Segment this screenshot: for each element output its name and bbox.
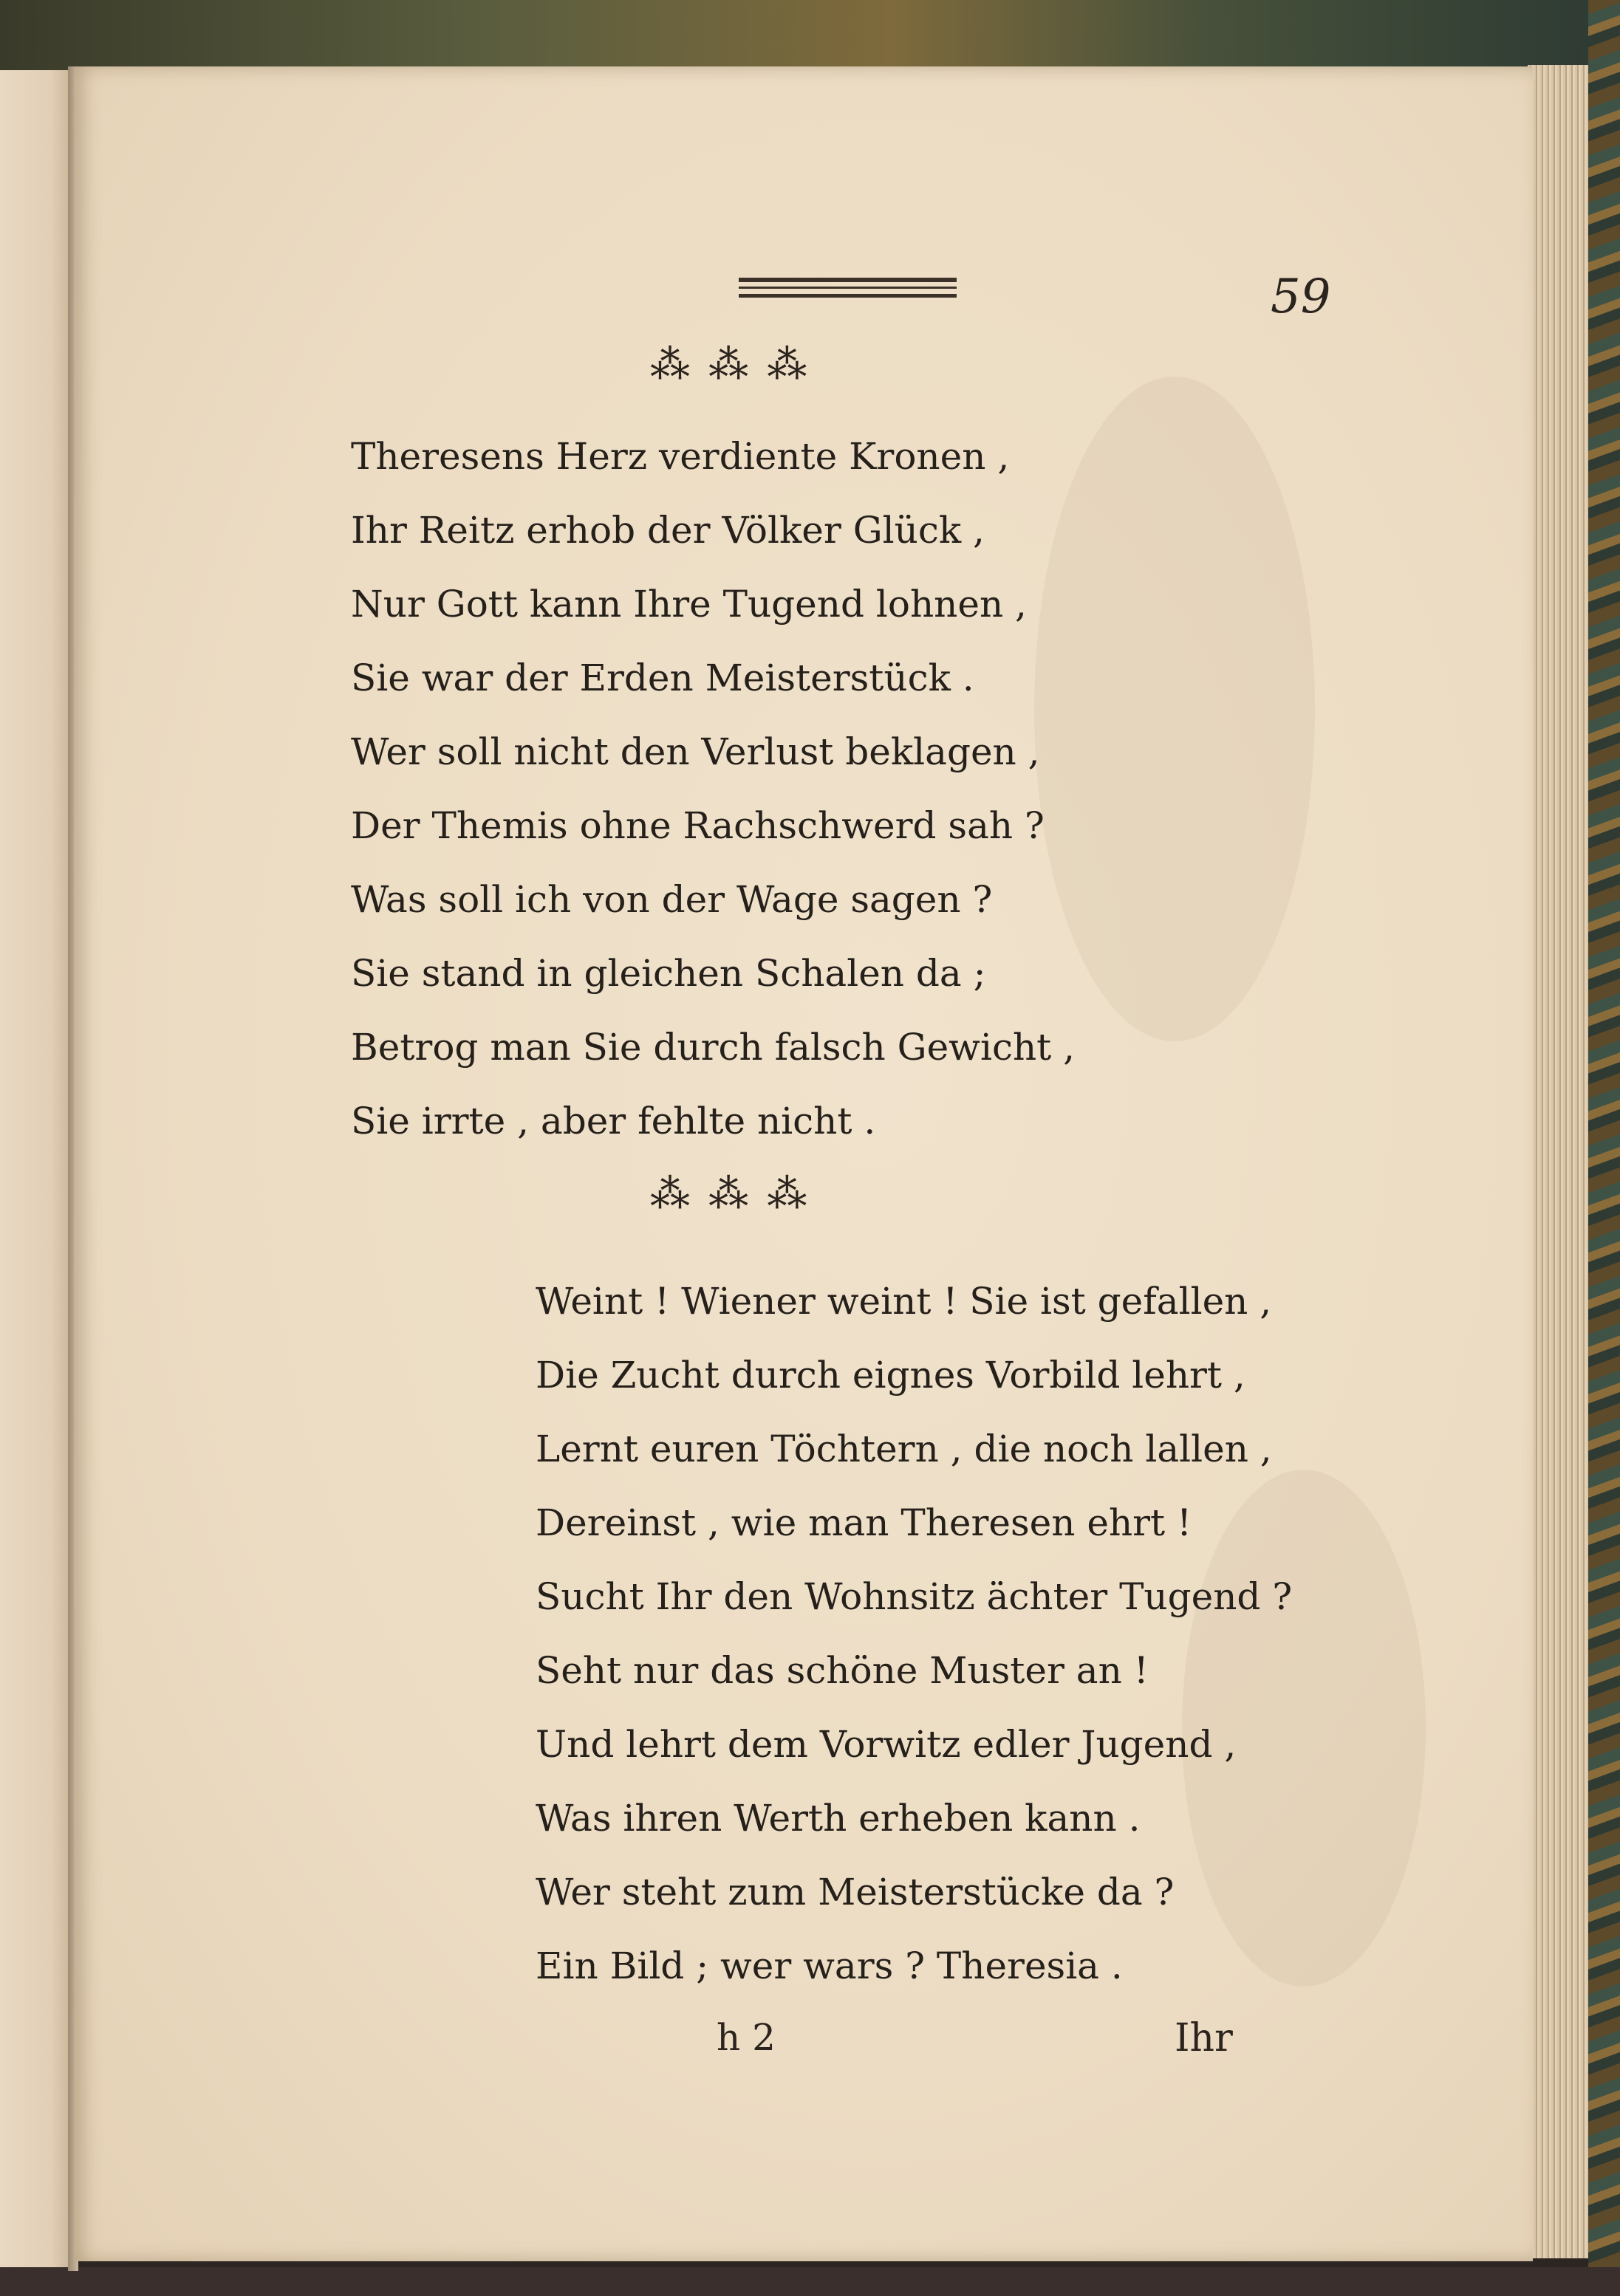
facing-page-edge (0, 70, 72, 2267)
catchword: Ihr (1175, 2016, 1233, 2060)
signature-mark: h 2 (717, 2016, 776, 2059)
page-edges (1528, 65, 1588, 2258)
poem-line: Wer soll nicht den Verlust beklagen , (351, 730, 1040, 773)
book-page (74, 66, 1533, 2261)
poem-line: Der Themis ohne Rachschwerd sah ? (351, 804, 1045, 847)
poem-line: Was soll ich von der Wage sagen ? (351, 878, 993, 921)
asterism-ornament: ⁂ ⁂ ⁂ (650, 1171, 810, 1217)
poem-line: Sie irrte , aber fehlte nicht . (351, 1100, 876, 1142)
poem-line: Ihr Reitz erhob der Völker Glück , (351, 509, 985, 552)
poem-line: Weint ! Wiener weint ! Sie ist gefallen , (536, 1280, 1272, 1323)
book-cover-bottom (0, 2267, 1620, 2296)
poem-line: Nur Gott kann Ihre Tugend lohnen , (351, 583, 1027, 626)
poem-line: Betrog man Sie durch falsch Gewicht , (351, 1026, 1076, 1069)
poem-stanza-2 (536, 1264, 1292, 2003)
header-rule (739, 287, 957, 289)
poem-line: Wer steht zum Meisterstücke da ? (536, 1871, 1175, 1913)
poem-line: Die Zucht durch eignes Vorbild lehrt , (536, 1354, 1245, 1397)
asterism-ornament: ⁂ ⁂ ⁂ (650, 341, 810, 388)
poem-stanza-1 (351, 419, 1075, 1158)
header-rule (739, 294, 957, 298)
book-cover-right (1588, 0, 1620, 2296)
page-number: 59 (1271, 270, 1331, 324)
poem-line: Theresens Herz verdiente Kronen , (351, 435, 1010, 478)
poem-line: Lernt euren Töchtern , die noch lallen , (536, 1428, 1272, 1470)
poem-line: Sie war der Erden Meisterstück . (351, 657, 974, 699)
poem-line: Sie stand in gleichen Schalen da ; (351, 952, 986, 995)
poem-line: Seht nur das schöne Muster an ! (536, 1649, 1149, 1692)
poem-line: Ein Bild ; wer wars ? Theresia . (536, 1944, 1123, 1987)
header-rule (739, 278, 957, 282)
poem-line: Sucht Ihr den Wohnsitz ächter Tugend ? (536, 1575, 1293, 1618)
bleed-through-shadow (1034, 377, 1315, 1041)
poem-line: Dereinst , wie man Theresen ehrt ! (536, 1501, 1192, 1544)
poem-line: Was ihren Werth erheben kann . (536, 1797, 1141, 1840)
poem-line: Und lehrt dem Vorwitz edler Jugend , (536, 1723, 1237, 1766)
